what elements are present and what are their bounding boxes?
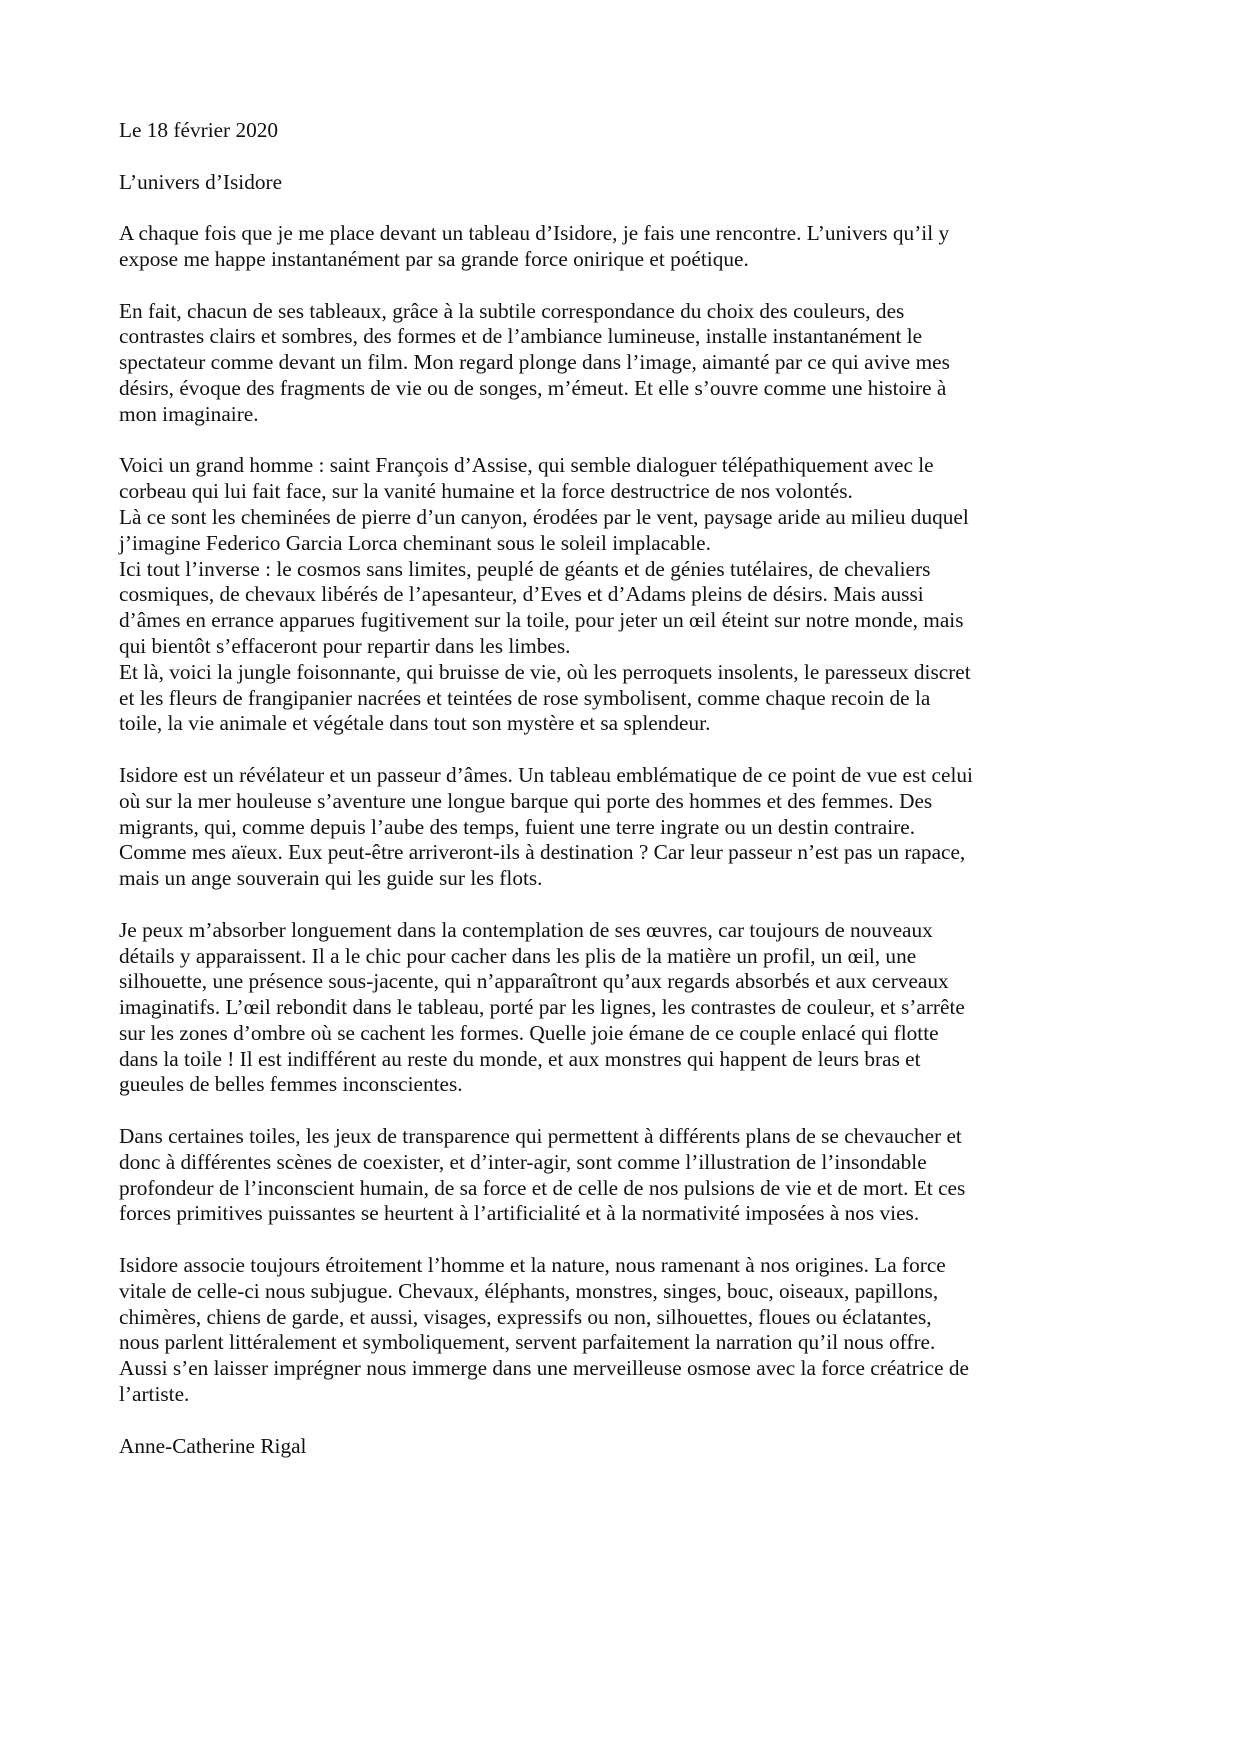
body-paragraph — [119, 763, 1134, 892]
body-paragraph — [119, 1124, 1134, 1227]
text-line: l’artiste. — [119, 1382, 190, 1407]
text-line: Voici un grand homme : saint François d’Assise, qui semble dialoguer télépathiquement avec le — [119, 453, 934, 478]
body-paragraph — [119, 918, 1134, 1099]
text-line: A chaque fois que je me place devant un tableau d’Isidore, je fais une rencontre. L’univers qu’il y — [119, 221, 950, 246]
text-line: migrants, qui, comme depuis l’aube des temps, fuient une terre ingrate ou un destin contraire. — [119, 814, 916, 839]
letter-page — [119, 118, 1134, 1459]
text-line: et les fleurs de frangipanier nacrées et teintées de rose symbolisent, comme chaque recoin de la — [119, 685, 931, 710]
text-line: Dans certaines toiles, les jeux de transparence qui permettent à différents plans de se chevaucher et — [119, 1124, 962, 1149]
text-line: chimères, chiens de garde, et aussi, visages, expressifs ou non, silhouettes, floues ou éclatantes, — [119, 1304, 932, 1329]
text-line: vitale de celle-ci nous subjugue. Chevaux, éléphants, monstres, singes, bouc, oiseaux, papillons, — [119, 1278, 939, 1303]
body-paragraph — [119, 453, 1134, 737]
text-line: corbeau qui lui fait face, sur la vanité humaine et la force destructrice de nos volontés. — [119, 479, 853, 504]
text-line: Aussi s’en laisser imprégner nous immerge dans une merveilleuse osmose avec la force créatrice de — [119, 1356, 969, 1381]
text-line: mon imaginaire. — [119, 401, 259, 426]
text-line: Là ce sont les cheminées de pierre d’un canyon, érodées par le vent, paysage aride au milieu duquel — [119, 504, 969, 529]
text-line: cosmiques, de chevaux libérés de l’apesanteur, d’Eves et d’Adams pleins de désirs. Mais aussi — [119, 582, 924, 607]
text-line: Ici tout l’inverse : le cosmos sans limites, peuplé de géants et de génies tutélaires, de chevaliers — [119, 556, 931, 581]
text-line: imaginatifs. L’œil rebondit dans le tableau, porté par les lignes, les contrastes de couleur, et s’arrête — [119, 995, 965, 1020]
text-line: nous parlent littéralement et symboliquement, servent parfaitement la narration qu’il nous offre. — [119, 1330, 936, 1355]
text-line: désirs, évoque des fragments de vie ou de songes, m’émeut. Et elle s’ouvre comme une histoire à — [119, 375, 947, 400]
text-line: En fait, chacun de ses tableaux, grâce à la subtile correspondance du choix des couleurs, des — [119, 298, 905, 323]
letter-signature: Anne-Catherine Rigal — [119, 1433, 307, 1458]
text-line: d’âmes en errance apparues fugitivement sur la toile, pour jeter un œil éteint sur notre monde, mais — [119, 608, 964, 633]
text-line: dans la toile ! Il est indifférent au reste du monde, et aux monstres qui happent de leurs bras et — [119, 1046, 921, 1071]
letter-body — [119, 221, 1134, 1433]
body-paragraph — [119, 1253, 1134, 1408]
letter-title: L’univers d’Isidore — [119, 169, 283, 194]
text-line: Isidore est un révélateur et un passeur d’âmes. Un tableau emblématique de ce point de vue est celui — [119, 762, 973, 787]
letter-date: Le 18 février 2020 — [119, 118, 279, 142]
text-line: donc à différentes scènes de coexister, et d’inter-agir, sont comme l’illustration de l’insondable — [119, 1149, 927, 1174]
text-line: silhouette, une présence sous-jacente, qui n’apparaîtront qu’aux regards absorbés et aux cerveaux — [119, 969, 949, 994]
body-paragraph — [119, 299, 1134, 428]
text-line: Je peux m’absorber longuement dans la contemplation de ses œuvres, car toujours de nouveaux — [119, 917, 933, 942]
text-line: gueules de belles femmes inconscientes. — [119, 1072, 463, 1097]
text-line: spectateur comme devant un film. Mon regard plonge dans l’image, aimanté par ce qui avive mes — [119, 350, 950, 375]
text-line: Et là, voici la jungle foisonnante, qui bruisse de vie, où les perroquets insolents, le paresseux discret — [119, 659, 971, 684]
text-line: Isidore associe toujours étroitement l’homme et la nature, nous ramenant à nos origines. La force — [119, 1253, 946, 1278]
text-line: détails y apparaissent. Il a le chic pour cacher dans les plis de la matière un profil, un œil, une — [119, 943, 917, 968]
text-line: contrastes clairs et sombres, des formes et de l’ambiance lumineuse, installe instantanément le — [119, 324, 923, 349]
text-line: sur les zones d’ombre où se cachent les formes. Quelle joie émane de ce couple enlacé qui flotte — [119, 1020, 939, 1045]
text-line: toile, la vie animale et végétale dans tout son mystère et sa splendeur. — [119, 711, 711, 736]
body-paragraph — [119, 221, 1134, 273]
text-line: j’imagine Federico Garcia Lorca cheminant sous le soleil implacable. — [119, 530, 711, 555]
text-line: où sur la mer houleuse s’aventure une longue barque qui porte des hommes et des femmes. Des — [119, 788, 933, 813]
text-line: expose me happe instantanément par sa grande force onirique et poétique. — [119, 246, 749, 271]
text-line: profondeur de l’inconscient humain, de sa force et de celle de nos pulsions de vie et de mort. Et ces — [119, 1175, 966, 1200]
text-line: mais un ange souverain qui les guide sur les flots. — [119, 866, 543, 891]
text-line: qui bientôt s’effaceront pour repartir dans les limbes. — [119, 633, 571, 658]
text-line: Comme mes aïeux. Eux peut-être arriveront-ils à destination ? Car leur passeur n’est pas un rapace, — [119, 840, 966, 865]
text-line: forces primitives puissantes se heurtent à l’artificialité et à la normativité imposées à nos vies. — [119, 1201, 920, 1226]
